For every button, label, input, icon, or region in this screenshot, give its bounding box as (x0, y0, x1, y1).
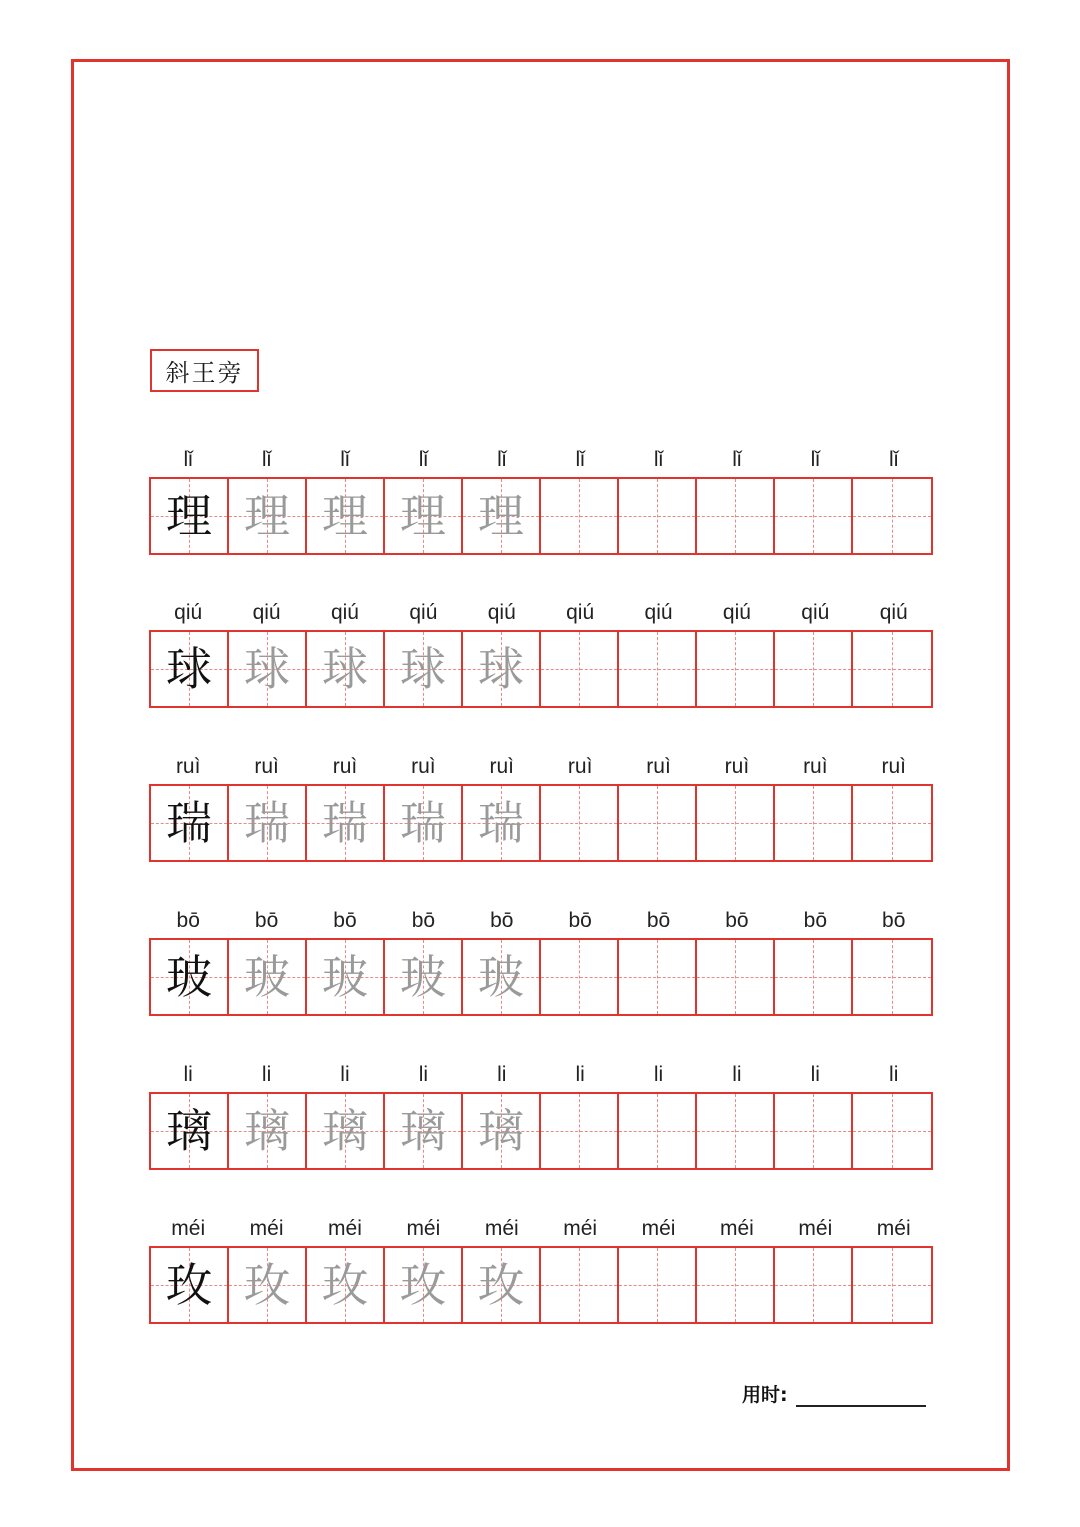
writing-cell[interactable] (697, 632, 775, 706)
writing-cell[interactable] (307, 1248, 385, 1322)
writing-cell[interactable] (151, 479, 229, 553)
writing-cell[interactable] (385, 479, 463, 553)
writing-cell[interactable] (463, 786, 541, 860)
writing-cell[interactable] (697, 940, 775, 1014)
pinyin-label: ruì (489, 755, 515, 778)
pinyin-label: méi (641, 1217, 676, 1240)
writing-cell[interactable] (307, 632, 385, 706)
writing-cell[interactable] (619, 1248, 697, 1322)
writing-cell[interactable] (307, 786, 385, 860)
writing-cell[interactable] (151, 786, 229, 860)
pinyin-label: qiú (566, 601, 595, 624)
trace-character: 玫 (244, 1258, 290, 1312)
pinyin-label: bō (176, 909, 200, 932)
practice-row (149, 1058, 933, 1170)
writing-cell[interactable] (463, 1248, 541, 1322)
tianzige-grid (149, 630, 933, 708)
pinyin-label: li (732, 1063, 742, 1086)
writing-cell[interactable] (385, 632, 463, 706)
writing-cell[interactable] (229, 1094, 307, 1168)
writing-cell[interactable] (463, 632, 541, 706)
writing-cell[interactable] (853, 1248, 931, 1322)
pinyin-label: méi (406, 1217, 441, 1240)
writing-cell[interactable] (307, 1094, 385, 1168)
pinyin-label: méi (876, 1217, 911, 1240)
trace-character: 璃 (244, 1104, 290, 1158)
writing-cell[interactable] (151, 1248, 229, 1322)
writing-cell[interactable] (151, 1094, 229, 1168)
trace-character: 球 (478, 642, 524, 696)
trace-character: 球 (400, 642, 446, 696)
writing-cell[interactable] (853, 1094, 931, 1168)
writing-cell[interactable] (307, 940, 385, 1014)
writing-cell[interactable] (385, 940, 463, 1014)
pinyin-row (149, 596, 933, 630)
writing-cell[interactable] (307, 479, 385, 553)
trace-character: 璃 (400, 1104, 446, 1158)
writing-cell[interactable] (385, 786, 463, 860)
writing-cell[interactable] (541, 479, 619, 553)
pinyin-label: méi (249, 1217, 284, 1240)
pinyin-label: bō (568, 909, 592, 932)
pinyin-label: méi (720, 1217, 754, 1240)
tianzige-grid (149, 477, 933, 555)
writing-cell[interactable] (853, 632, 931, 706)
pinyin-label: ruì (724, 755, 750, 778)
pinyin-label: li (497, 1063, 507, 1086)
writing-cell[interactable] (385, 1094, 463, 1168)
writing-cell[interactable] (619, 786, 697, 860)
practice-row (149, 904, 933, 1016)
trace-character: 玫 (400, 1258, 446, 1312)
pinyin-row (149, 1058, 933, 1092)
pinyin-label: ruì (567, 755, 593, 778)
pinyin-label: bō (803, 909, 827, 932)
pinyin-label: bō (646, 909, 671, 932)
pinyin-label: li (183, 1063, 193, 1086)
pinyin-label: méi (563, 1217, 598, 1240)
trace-character: 玻 (322, 950, 368, 1004)
model-character: 玻 (166, 950, 212, 1004)
pinyin-label: qiú (879, 601, 908, 624)
trace-character: 璃 (322, 1104, 368, 1158)
trace-character: 瑞 (400, 796, 446, 850)
trace-character: 球 (244, 642, 290, 696)
pinyin-label: lǐ (575, 448, 585, 471)
writing-cell[interactable] (229, 632, 307, 706)
pinyin-label: li (575, 1063, 585, 1086)
writing-cell[interactable] (151, 632, 229, 706)
tianzige-grid (149, 784, 933, 862)
trace-character: 理 (478, 489, 524, 543)
model-character: 球 (166, 642, 212, 696)
pinyin-label: qiú (722, 601, 751, 624)
model-character: 理 (166, 489, 212, 543)
writing-cell[interactable] (775, 479, 853, 553)
writing-cell[interactable] (541, 786, 619, 860)
pinyin-label: qiú (174, 601, 203, 624)
pinyin-row (149, 443, 933, 477)
trace-character: 玫 (478, 1258, 524, 1312)
trace-character: 玫 (322, 1258, 368, 1312)
pinyin-row (149, 904, 933, 938)
timer-field (742, 1380, 926, 1407)
pinyin-label: méi (328, 1217, 362, 1240)
writing-cell[interactable] (619, 632, 697, 706)
tianzige-grid (149, 1246, 933, 1324)
writing-cell[interactable] (697, 479, 775, 553)
pinyin-label: qiú (801, 601, 830, 624)
pinyin-label: li (340, 1063, 350, 1086)
pinyin-label: ruì (803, 755, 828, 778)
writing-cell[interactable] (229, 479, 307, 553)
trace-character: 璃 (478, 1104, 524, 1158)
timer-input-line[interactable] (796, 1383, 926, 1407)
writing-cell[interactable] (853, 940, 931, 1014)
writing-cell[interactable] (619, 940, 697, 1014)
pinyin-label: lǐ (497, 448, 507, 471)
writing-cell[interactable] (463, 479, 541, 553)
writing-cell[interactable] (697, 786, 775, 860)
pinyin-label: qiú (487, 601, 516, 624)
writing-cell[interactable] (229, 786, 307, 860)
trace-character: 球 (322, 642, 368, 696)
pinyin-label: bō (333, 909, 357, 932)
writing-cell[interactable] (775, 786, 853, 860)
pinyin-label: li (418, 1063, 429, 1086)
pinyin-label: lǐ (261, 448, 272, 471)
writing-cell[interactable] (775, 1248, 853, 1322)
pinyin-label: méi (798, 1217, 833, 1240)
trace-character: 瑞 (244, 796, 290, 850)
writing-cell[interactable] (697, 1248, 775, 1322)
writing-cell[interactable] (151, 940, 229, 1014)
pinyin-label: li (889, 1063, 899, 1086)
writing-cell[interactable] (775, 940, 853, 1014)
trace-character: 玻 (400, 950, 446, 1004)
pinyin-row (149, 750, 933, 784)
pinyin-label: qiú (330, 601, 359, 624)
pinyin-label: bō (254, 909, 279, 932)
practice-row (149, 596, 933, 708)
pinyin-label: lǐ (732, 448, 742, 471)
model-character: 瑞 (166, 796, 212, 850)
pinyin-label: qiú (252, 601, 281, 624)
radical-label: 斜王旁 (150, 349, 259, 392)
writing-cell[interactable] (385, 1248, 463, 1322)
pinyin-label: ruì (175, 755, 201, 778)
timer-label: 用时: (742, 1384, 788, 1406)
writing-cell[interactable] (541, 940, 619, 1014)
writing-cell[interactable] (853, 479, 931, 553)
pinyin-label: bō (411, 909, 436, 932)
trace-character: 理 (400, 489, 446, 543)
writing-cell[interactable] (853, 786, 931, 860)
practice-row (149, 1212, 933, 1324)
pinyin-label: méi (484, 1217, 519, 1240)
model-character: 璃 (166, 1104, 212, 1158)
trace-character: 玻 (244, 950, 290, 1004)
pinyin-label: ruì (881, 755, 906, 778)
writing-cell[interactable] (541, 632, 619, 706)
pinyin-label: bō (882, 909, 906, 932)
pinyin-label: lǐ (889, 448, 899, 471)
model-character: 玫 (166, 1258, 212, 1312)
pinyin-label: qiú (644, 601, 673, 624)
pinyin-row (149, 1212, 933, 1246)
pinyin-label: méi (171, 1217, 206, 1240)
writing-cell[interactable] (619, 479, 697, 553)
pinyin-label: qiú (409, 601, 438, 624)
writing-cell[interactable] (463, 940, 541, 1014)
pinyin-label: ruì (254, 755, 279, 778)
writing-cell[interactable] (541, 1094, 619, 1168)
pinyin-label: ruì (411, 755, 436, 778)
pinyin-label: lǐ (810, 448, 820, 471)
pinyin-label: li (810, 1063, 820, 1086)
pinyin-label: li (261, 1063, 272, 1086)
writing-cell[interactable] (697, 1094, 775, 1168)
pinyin-label: li (653, 1063, 664, 1086)
writing-cell[interactable] (229, 940, 307, 1014)
pinyin-label: bō (490, 909, 514, 932)
pinyin-label: lǐ (183, 448, 193, 471)
trace-character: 理 (244, 489, 290, 543)
pinyin-label: lǐ (418, 448, 429, 471)
trace-character: 瑞 (322, 796, 368, 850)
pinyin-label: ruì (332, 755, 358, 778)
writing-cell[interactable] (619, 1094, 697, 1168)
pinyin-label: bō (725, 909, 749, 932)
trace-character: 玻 (478, 950, 524, 1004)
practice-row (149, 443, 933, 555)
pinyin-label: ruì (646, 755, 671, 778)
writing-cell[interactable] (229, 1248, 307, 1322)
pinyin-label: lǐ (340, 448, 350, 471)
practice-row (149, 750, 933, 862)
writing-cell[interactable] (775, 632, 853, 706)
trace-character: 理 (322, 489, 368, 543)
writing-cell[interactable] (463, 1094, 541, 1168)
trace-character: 瑞 (478, 796, 524, 850)
tianzige-grid (149, 938, 933, 1016)
pinyin-label: lǐ (653, 448, 664, 471)
writing-cell[interactable] (775, 1094, 853, 1168)
tianzige-grid (149, 1092, 933, 1170)
writing-cell[interactable] (541, 1248, 619, 1322)
